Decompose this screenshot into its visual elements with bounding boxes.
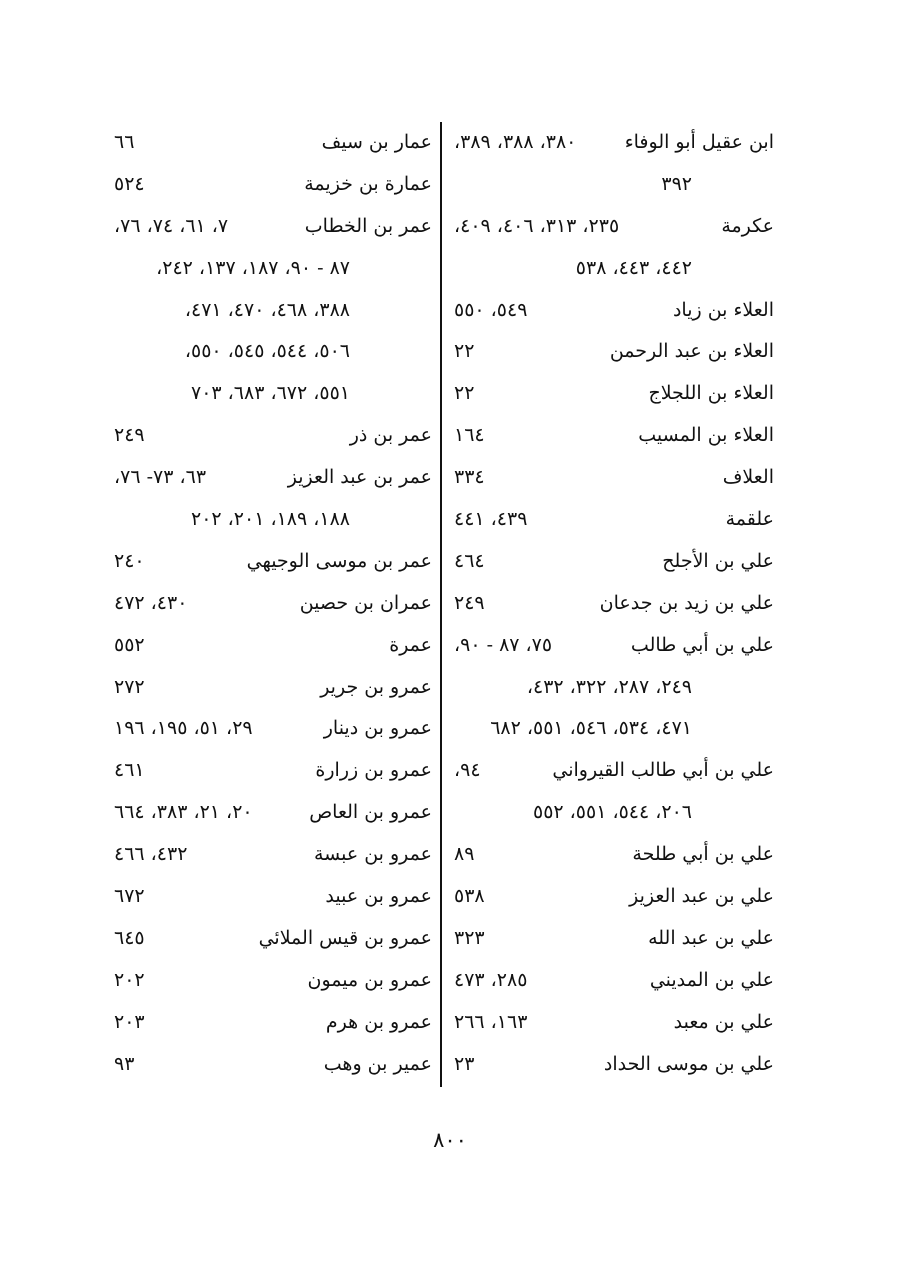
- index-entry: [448, 373, 778, 415]
- entry-name: عمرو بن عبسة: [313, 843, 432, 866]
- entry-pages-continuation: ٢٠٦، ٥٤٤، ٥٥١، ٥٥٢: [532, 801, 692, 824]
- index-column-right: [448, 122, 778, 1085]
- entry-pages: ٧٥، ٨٧ - ٩٠،: [454, 633, 553, 656]
- entry-name: العلاء بن المسيب: [638, 424, 774, 447]
- entry-name: عمرو بن قيس الملائي: [258, 926, 432, 949]
- index-entry: [108, 960, 436, 1002]
- entry-name: عمرو بن العاص: [309, 801, 432, 824]
- index-entry: [448, 499, 778, 541]
- entry-pages: ٣٢٣: [454, 926, 485, 949]
- index-entry: [108, 206, 436, 248]
- index-entry: [448, 206, 778, 248]
- index-entry: [448, 625, 778, 667]
- index-entry: [108, 1044, 436, 1086]
- index-entry: [108, 373, 436, 415]
- entry-pages: ٥٢٤: [114, 172, 145, 195]
- index-entry: [108, 667, 436, 709]
- entry-pages: ٧، ٦١، ٧٤، ٧٦،: [114, 214, 229, 237]
- entry-name: العلاء بن اللجلاج: [648, 382, 774, 405]
- entry-name: عمرو بن زرارة: [315, 759, 432, 782]
- entry-pages: ٩٣: [114, 1052, 135, 1075]
- entry-name: عكرمة: [721, 214, 774, 237]
- index-entry: [448, 457, 778, 499]
- entry-name: عمر بن عبد العزيز: [287, 466, 432, 489]
- entry-pages: ٦٣، ٧٣- ٧٦،: [114, 466, 207, 489]
- entry-name: عمر بن الخطاب: [304, 214, 432, 237]
- entry-pages-continuation: ٢٤٩، ٢٨٧، ٣٢٢، ٤٣٢،: [526, 675, 692, 698]
- entry-pages: ٢٠٣: [114, 1010, 145, 1033]
- index-entry: [108, 457, 436, 499]
- entry-name: علي بن زيد بن جدعان: [599, 591, 774, 614]
- index-entry: [108, 164, 436, 206]
- entry-name: علي بن موسى الحداد: [603, 1052, 774, 1075]
- entry-pages: ٤٦٤: [454, 549, 485, 572]
- entry-pages: ٢٣٥، ٣١٣، ٤٠٦، ٤٠٩،: [454, 214, 620, 237]
- entry-name: عمر بن ذر: [349, 424, 432, 447]
- entry-pages: ٢٠، ٢١، ٣٨٣، ٦٦٤: [114, 801, 253, 824]
- index-entry: [448, 248, 778, 290]
- index-entry: [448, 415, 778, 457]
- entry-pages: ٣٨٠، ٣٨٨، ٣٨٩،: [454, 131, 577, 153]
- entry-pages: ٢٠٢: [114, 968, 145, 991]
- entry-pages: ٤٣٩، ٤٤١: [454, 508, 528, 531]
- entry-pages: ٢٢: [454, 340, 475, 363]
- entry-name: عمرو بن جرير: [320, 675, 432, 698]
- index-entry: [108, 708, 436, 750]
- index-entry: [108, 541, 436, 583]
- entry-name: علي بن أبي طالب: [630, 633, 774, 656]
- entry-name: ابن عقيل أبو الوفاء: [624, 131, 774, 153]
- entry-name: عمير بن وهب: [323, 1052, 432, 1075]
- index-entry: [448, 708, 778, 750]
- entry-pages: ٥٣٨: [454, 885, 485, 908]
- entry-pages-continuation: ٣٩٢: [661, 172, 692, 195]
- entry-name: عمار بن سيف: [321, 131, 432, 153]
- index-entry: [448, 792, 778, 834]
- entry-name: العلاء بن عبد الرحمن: [609, 340, 774, 363]
- entry-name: عمرو بن عبيد: [325, 885, 432, 908]
- entry-name: علي بن الأجلح: [662, 549, 774, 572]
- index-entry: [108, 248, 436, 290]
- index-entry: [108, 583, 436, 625]
- index-entry: [108, 122, 436, 164]
- entry-pages: ٦٦: [114, 131, 135, 153]
- index-entry: [448, 164, 778, 206]
- entry-pages-continuation: ٥٠٦، ٥٤٤، ٥٤٥، ٥٥٠،: [184, 340, 350, 363]
- entry-name: عمرة: [389, 633, 432, 656]
- index-entry: [448, 750, 778, 792]
- index-entry: [448, 1002, 778, 1044]
- entry-pages-continuation: ١٨٨، ١٨٩، ٢٠١، ٢٠٢: [190, 508, 350, 531]
- entry-pages-continuation: ٤٧١، ٥٣٤، ٥٤٦، ٥٥١، ٦٨٢: [490, 717, 692, 740]
- entry-pages: ٤٣٠، ٤٧٢: [114, 591, 188, 614]
- entry-pages-continuation: ٥٥١، ٦٧٢، ٦٨٣، ٧٠٣: [190, 382, 350, 405]
- entry-name: عمارة بن خزيمة: [304, 172, 432, 195]
- entry-pages: ٢٢: [454, 382, 475, 405]
- entry-pages: ٢٤٩: [454, 591, 485, 614]
- entry-name: علي بن عبد العزيز: [629, 885, 774, 908]
- entry-pages: ١٦٤: [454, 424, 485, 447]
- index-entry: [108, 331, 436, 373]
- entry-name: عمرو بن دينار: [323, 717, 432, 740]
- index-entry: [108, 499, 436, 541]
- index-entry: [108, 415, 436, 457]
- entry-name: علقمة: [725, 508, 774, 531]
- entry-pages: ٢٣: [454, 1052, 475, 1075]
- entry-pages: ٢٤٠: [114, 549, 145, 572]
- index-entry: [108, 625, 436, 667]
- index-entry: [448, 960, 778, 1002]
- entry-name: عمر بن موسى الوجيهي: [246, 549, 432, 572]
- index-entry: [108, 918, 436, 960]
- index-entry: [108, 834, 436, 876]
- index-entry: [448, 122, 778, 164]
- entry-name: علي بن عبد الله: [648, 926, 774, 949]
- entry-pages: ٤٣٢، ٤٦٦: [114, 843, 188, 866]
- entry-pages-continuation: ٤٤٢، ٤٤٣، ٥٣٨: [575, 256, 692, 279]
- index-entry: [448, 290, 778, 332]
- index-entry: [448, 918, 778, 960]
- entry-pages: ٨٩: [454, 843, 475, 866]
- entry-pages-continuation: ٨٧ - ٩٠، ١٨٧، ١٣٧، ٢٤٢،: [156, 256, 350, 279]
- entry-pages: ١٦٣، ٢٦٦: [454, 1010, 528, 1033]
- entry-pages: ٦٧٢: [114, 885, 145, 908]
- entry-pages: ٢٧٢: [114, 675, 145, 698]
- entry-name: علي بن معبد: [673, 1010, 774, 1033]
- index-column-left: [108, 122, 436, 1085]
- index-entry: [108, 1002, 436, 1044]
- index-entry: [108, 876, 436, 918]
- entry-name: علي بن المديني: [649, 968, 774, 991]
- entry-pages: ٥٤٩، ٥٥٠: [454, 298, 528, 321]
- entry-name: علي بن أبي طلحة: [632, 843, 774, 866]
- index-entry: [448, 834, 778, 876]
- column-divider: [440, 122, 442, 1087]
- entry-name: العلاف: [722, 466, 774, 489]
- entry-name: علي بن أبي طالب القيرواني: [552, 759, 774, 782]
- index-entry: [108, 792, 436, 834]
- entry-pages: ٢٤٩: [114, 424, 145, 447]
- entry-pages: ٥٥٢: [114, 633, 145, 656]
- page-number: ٨٠٠: [433, 1128, 467, 1152]
- index-entry: [448, 583, 778, 625]
- index-entry: [448, 667, 778, 709]
- entry-pages: ٣٣٤: [454, 466, 485, 489]
- entry-name: عمرو بن ميمون: [307, 968, 432, 991]
- index-entry: [108, 750, 436, 792]
- index-entry: [108, 290, 436, 332]
- entry-name: عمرو بن هرم: [325, 1010, 432, 1033]
- entry-pages-continuation: ٣٨٨، ٤٦٨، ٤٧٠، ٤٧١،: [184, 298, 350, 321]
- index-entry: [448, 876, 778, 918]
- index-entry: [448, 331, 778, 373]
- entry-name: عمران بن حصين: [299, 591, 432, 614]
- entry-name: العلاء بن زياد: [672, 298, 774, 321]
- index-entry: [448, 541, 778, 583]
- entry-pages: ٩٤،: [454, 759, 481, 782]
- entry-pages: ٦٤٥: [114, 926, 145, 949]
- entry-pages: ٢٨٥، ٤٧٣: [454, 968, 528, 991]
- index-entry: [448, 1044, 778, 1086]
- entry-pages: ٤٦١: [114, 759, 145, 782]
- entry-pages: ٢٩، ٥١، ١٩٥، ١٩٦: [114, 717, 253, 740]
